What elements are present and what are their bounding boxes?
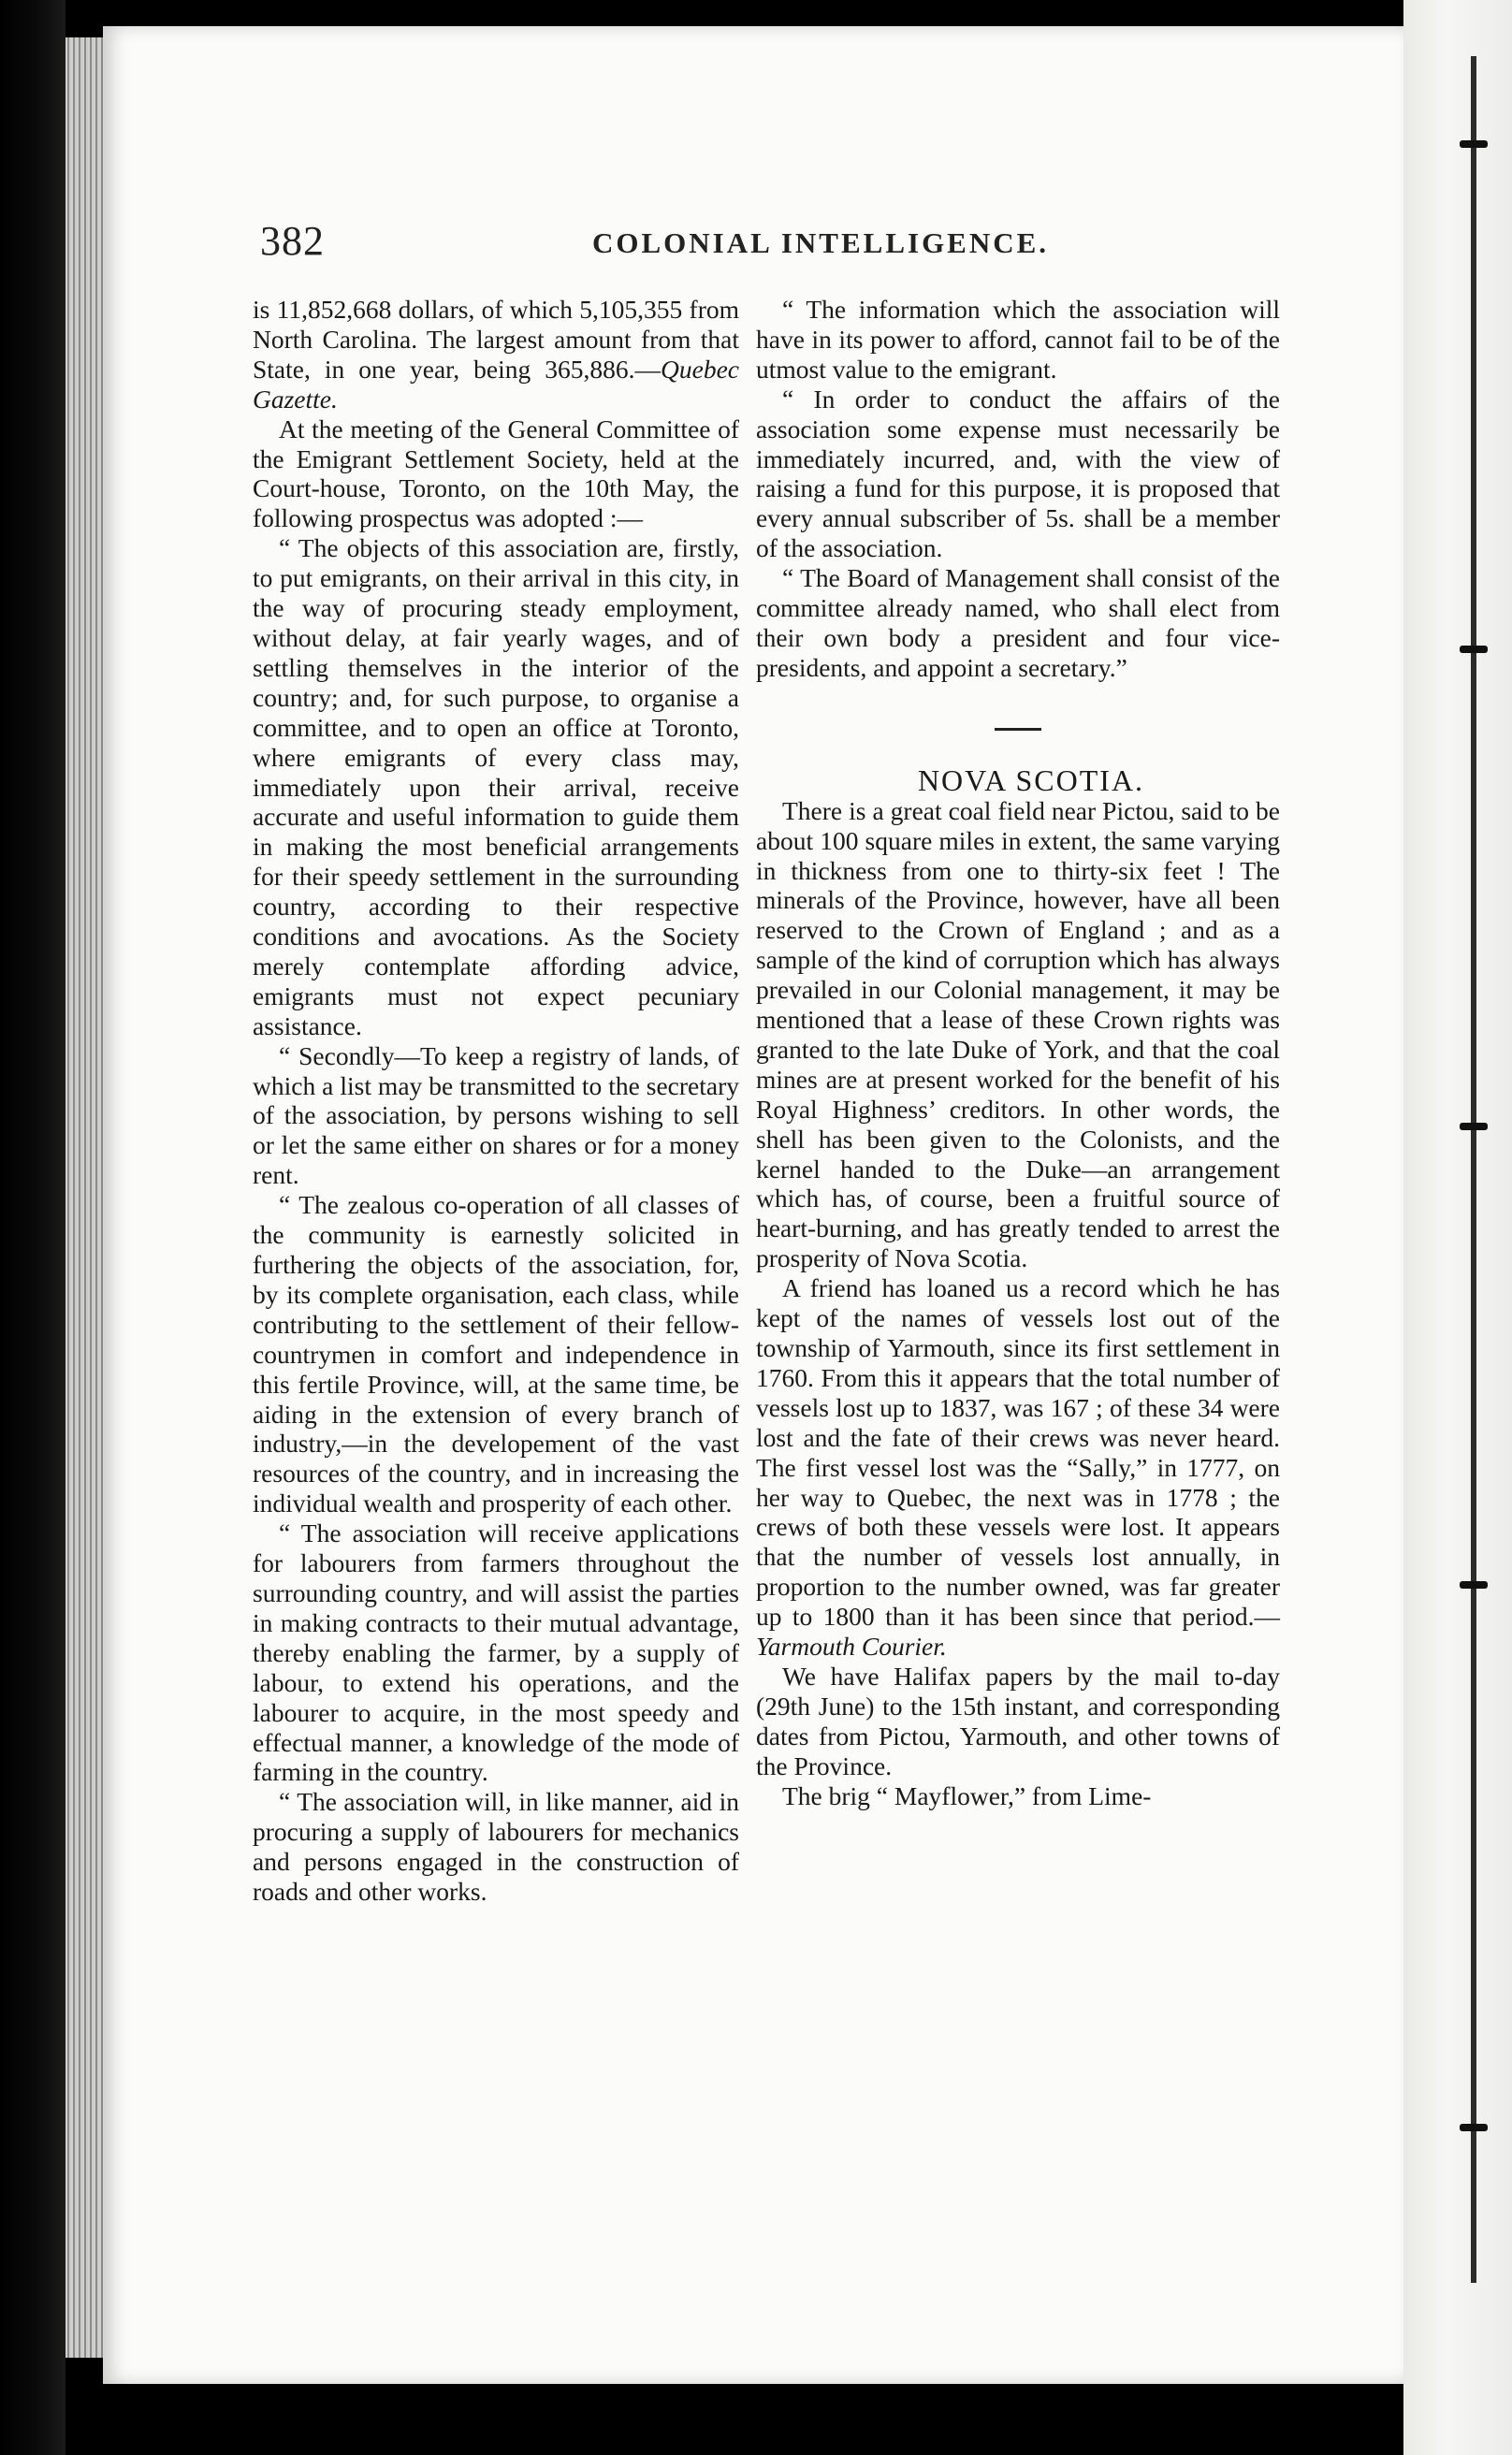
paragraph: The brig “ Mayflower,” from Lime- (782, 1780, 1152, 1810)
facing-page-edge (1403, 0, 1512, 2455)
paragraph: A friend has loaned us a record which he has kept of the names of vessels lost out of the township of Yarmouth, since its first settlement in 1760. From this it appears that the total number of vessels lost up to 1837, was 167 ; of these 34 were lost and the fate of their crews was never heard. The first vessel lost was the “Sally,” in 1777, on her way to Quebec, the next was in 1778 ; the crews of both these vessels were lost. It appears that the number of vessels lost annually, in proportion to the number owned, was far greater up to 1800 than it has been since that period.—Yarmouth Courier. (756, 1273, 1280, 1662)
book-spine-shadow (0, 0, 65, 2455)
paragraph: “ The objects of this association are, firstly, to put emigrants, on their arrival in this city, in the way of procuring steady employment, without delay, at fair yearly wages, and of settling themselves in the interior of the country; and, for such purpose, to organise a committee, and to open an office at Toronto, where emigrants of every class may, immediately upon their arrival, receive accurate and useful information to guide them in making the most beneficial arrangements for their speedy settlement in the surrounding country, according to their respective conditions and avocations. As the Society merely contemplate affording advice, emigrants must not expect pecuniary assistance. (253, 533, 739, 1040)
paragraph: At the meeting of the General Committee of the Emigrant Settlement Society, held at the Court-house, Toronto, on the 10th May, the following prospectus was adopted :— (253, 414, 739, 533)
paragraph: “ The zealous co-operation of all classes of the community is earnestly solicited in furthering the objects of the association, for, by its complete organisation, each class, while contributing to the settlement of their fellow-countrymen in comfort and independence in this fertile Province, will, at the same time, be aiding in the extension of every branch of industry,—in the developement of the vast resources of the country, and in increasing the individual wealth and prosperity of each other. (253, 1190, 739, 1518)
page-header (260, 217, 1317, 273)
section-divider (995, 728, 1041, 731)
paragraph: “ In order to conduct the affairs of the association some expense must necessarily be immediately incurred, and, with the view of raising a fund for this purpose, it is proposed that every annual subscriber of 5s. shall be a member of the association. (756, 384, 1280, 563)
binding-stitch (1460, 2124, 1488, 2131)
page-number: 382 (260, 218, 325, 264)
binding-stitch (1460, 1123, 1488, 1130)
binding-stitch (1460, 1581, 1488, 1589)
paragraph: “ The association will, in like manner, aid in procuring a supply of labourers for mechanics and persons engaged in the construction of roads and other works. (253, 1787, 739, 1907)
paragraph: “ The association will receive applications for labourers from farmers throughout the surrounding country, and will assist the parties in making contracts to their mutual advantage, thereby enabling the farmer, by a supply of labour, to extend his operations, and the labourer to acquire, in the most speedy and effectual manner, a knowledge of the mode of farming in the country. (253, 1518, 739, 1787)
binding-stitch (1460, 140, 1488, 148)
paragraph: There is a great coal field near Pictou, said to be about 100 square miles in extent, the same varying in thickness from one to thirty-six feet ! The minerals of the Province, however, have all been reserved to the Crown of England ; and as a sample of the kind of corruption which has always prevailed in our Colonial management, it may be mentioned that a lease of these Crown rights was granted to the late Duke of York, and that the coal mines are at present worked for the benefit of his Royal Highness’ creditors. In other words, the shell has been given to the Colonists, and the kernel handed to the Duke—an arrangement which has, of course, been a fruitful source of heart-burning, and has greatly tended to arrest the prosperity of Nova Scotia. (756, 795, 1280, 1273)
paragraph: “ The Board of Management shall consist of the committee already named, who shall elect from their own body a president and four vice-presidents, and appoint a secretary.” (756, 563, 1280, 682)
binding-thread (1471, 56, 1476, 2283)
source-citation: Quebec Gazette. (253, 354, 739, 414)
section-title: NOVA SCOTIA. (917, 763, 1145, 797)
paragraph: is 11,852,668 dollars, of which 5,105,355 from North Carolina. The largest amount from that State, in one year, being 365,886.—Quebec Gazette. (253, 295, 739, 414)
paragraph: “ The information which the association will have in its power to afford, cannot fail to be of the utmost value to the emigrant. (756, 295, 1280, 384)
page-edges (65, 37, 105, 2358)
paragraph: We have Halifax papers by the mail to-day (29th June) to the 15th instant, and corresponding dates from Pictou, Yarmouth, and other towns of the Province. (756, 1661, 1280, 1780)
source-citation: Yarmouth Courier. (756, 1632, 947, 1662)
left-column (253, 295, 739, 1907)
right-column (756, 295, 1280, 1811)
running-head: COLONIAL INTELLIGENCE. (592, 226, 1050, 259)
binding-stitch (1460, 646, 1488, 653)
paragraph: “ Secondly—To keep a registry of lands, of which a list may be transmitted to the secretary of the association, by persons wishing to sell or let the same either on shares or for a money rent. (253, 1040, 739, 1190)
